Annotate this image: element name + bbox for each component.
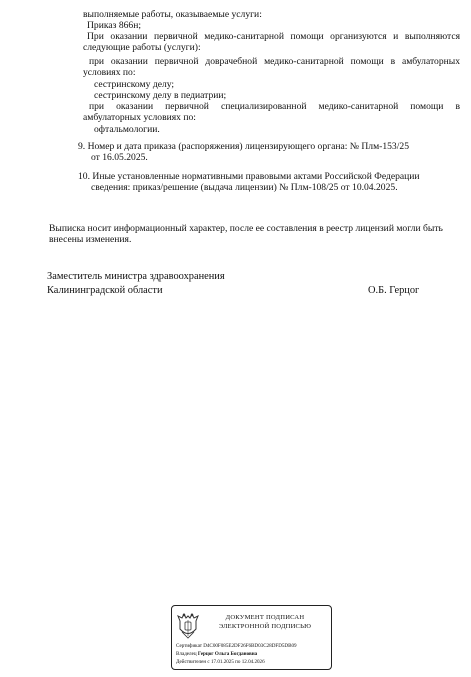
- order-reference: Приказ 866н;: [87, 20, 142, 31]
- activities-heading: выполняемые работы, оказываемые услуги:: [83, 9, 262, 20]
- service-nursing: сестринскому делу;: [94, 79, 175, 90]
- signatory-region: Калининградской области: [47, 285, 163, 296]
- stamp-owner-label: Владелец: [176, 651, 197, 657]
- specialized-care-text: при оказании первичной специализированной медико-санитарной помощи в: [89, 101, 460, 112]
- stamp-certificate: Сертификат D4C00F085E2DF26F6BD03C28DFD5DB09: [176, 643, 297, 649]
- primary-care-text-cont: следующие работы (услуги):: [83, 42, 201, 53]
- stamp-owner-row: [176, 651, 257, 657]
- notice-text-cont: внесены изменения.: [49, 234, 132, 245]
- stamp-subtitle: ЭЛЕКТРОННОЙ ПОДПИСЬЮ: [218, 623, 312, 630]
- item-10-text: 10. Иные установленные нормативными правовыми актами Российской Федерации: [78, 171, 420, 182]
- item-9-date: от 16.05.2025.: [91, 152, 148, 163]
- primary-care-text: При оказании первичной медико-санитарной помощи организуются и выполняются: [87, 31, 460, 42]
- notice-text: Выписка носит информационный характер, после ее составления в реестр лицензий могли быть: [49, 223, 443, 234]
- stamp-validity: Действителен с 17.01.2025 по 12.04.2026: [176, 659, 265, 665]
- stamp-title: ДОКУМЕНТ ПОДПИСАН: [225, 614, 305, 621]
- electronic-signature-stamp: [171, 605, 332, 670]
- item-9-text: 9. Номер и дата приказа (распоряжения) лицензирующего органа: № Плм-153/25: [78, 141, 409, 152]
- prehospital-care-text-cont: условиях по:: [83, 67, 136, 78]
- prehospital-care-text: при оказании первичной доврачебной медико-санитарной помощи в амбулаторных: [89, 56, 460, 67]
- stamp-owner: Герцог Ольга Богдановна: [197, 651, 258, 657]
- service-ophthalmology: офтальмологии.: [94, 124, 160, 135]
- item-10-details: сведения: приказ/решение (выдача лицензии) № Плм-108/25 от 10.04.2025.: [91, 182, 398, 193]
- signatory-name: О.Б. Герцог: [368, 285, 420, 296]
- coat-of-arms-icon: [176, 611, 200, 641]
- service-pediatric-nursing: сестринскому делу в педиатрии;: [94, 90, 227, 101]
- signatory-position: Заместитель министра здравоохранения: [47, 271, 225, 282]
- specialized-care-text-cont: амбулаторных условиях по:: [83, 112, 196, 123]
